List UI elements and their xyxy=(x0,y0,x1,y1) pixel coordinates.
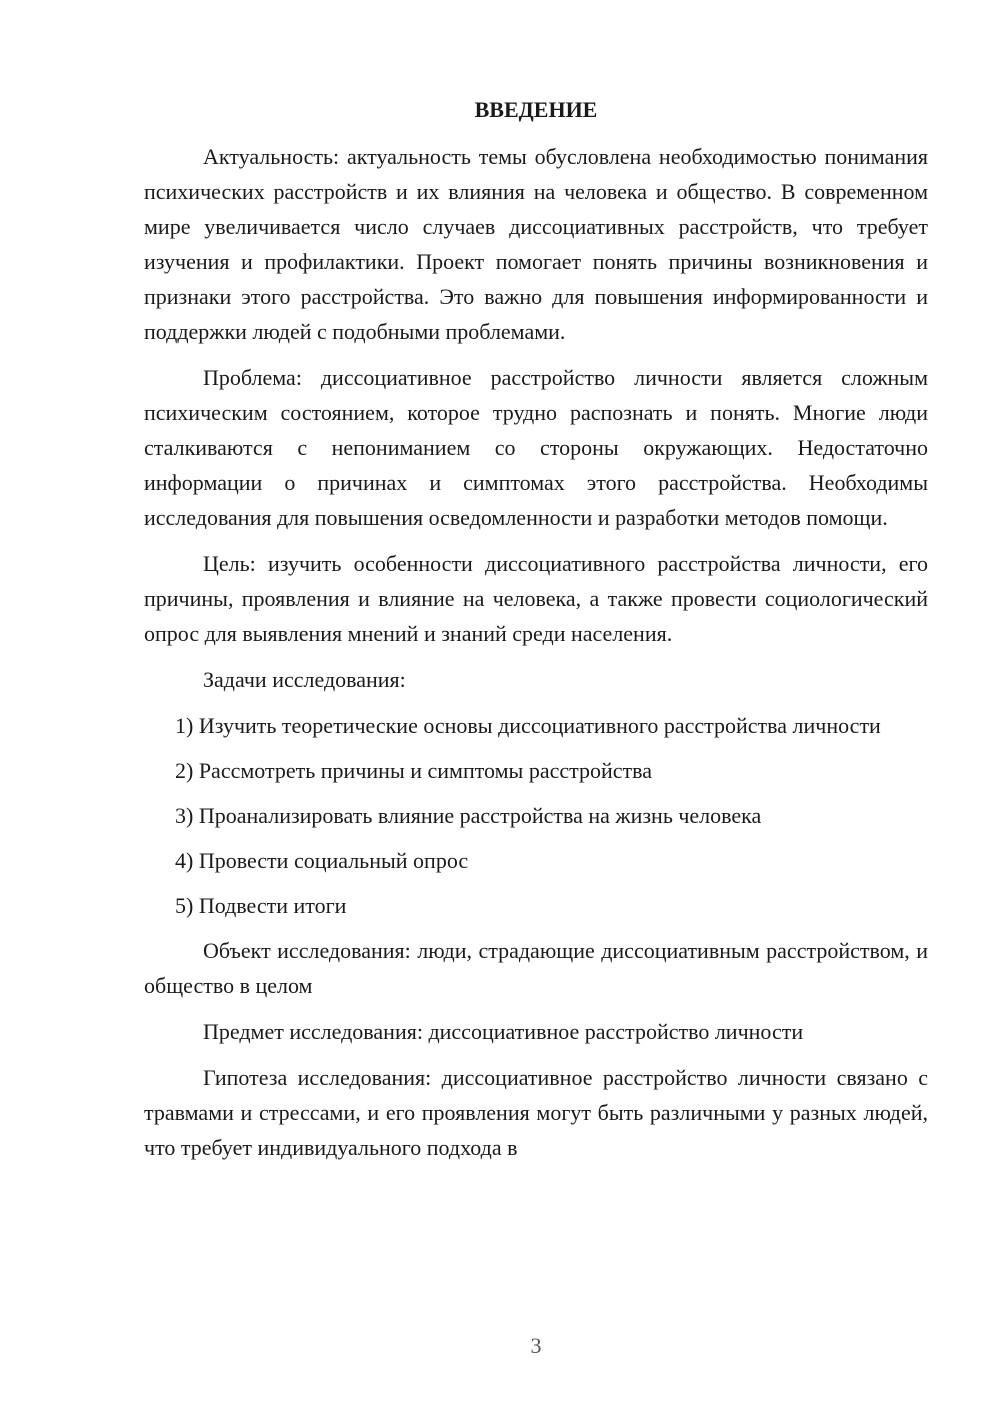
section-title: ВВЕДЕНИЕ xyxy=(474,97,598,122)
task-item-2: 2) Рассмотреть причины и симптомы расстройства xyxy=(175,758,653,783)
paragraph-subject: Предмет исследования: диссоциативное расстройство личности xyxy=(203,1019,804,1044)
paragraph-goal: Цель: изучить особенности диссоциативного расстройства личности, его причины, проявления и влияние на человека, а также провести социологический опрос для выявления мнений и знаний среди населения. xyxy=(144,551,928,646)
paragraph-object: Объект исследования: люди, страдающие диссоциативным расстройством, и общество в целом xyxy=(144,938,928,998)
page-number: 3 xyxy=(530,1333,542,1358)
task-item-4: 4) Провести социальный опрос xyxy=(175,848,469,873)
paragraph-hypothesis: Гипотеза исследования: диссоциативное расстройство личности связано с травмами и стрессами, и его проявления могут быть различными у разных людей, что требует индивидуального подхода в xyxy=(144,1065,928,1160)
task-item-5: 5) Подвести итоги xyxy=(175,893,347,918)
task-item-3: 3) Проанализировать влияние расстройства на жизнь человека xyxy=(175,803,762,828)
document-page xyxy=(144,92,928,1176)
paragraph-relevance: Актуальность: актуальность темы обусловлена необходимостью понимания психических расстройств и их влияния на человека и общество. В современном мире увеличивается число случаев диссоциативных расстройств, что требует изучения и профилактики. Проект помогает понять причины возникновения и признаки этого расстройства. Это важно для повышения информированности и поддержки людей с подобными проблемами. xyxy=(144,144,928,344)
task-item-1: 1) Изучить теоретические основы диссоциативного расстройства личности xyxy=(175,713,881,738)
tasks-heading: Задачи исследования: xyxy=(203,667,406,692)
paragraph-problem: Проблема: диссоциативное расстройство личности является сложным психическим состоянием, которое трудно распознать и понять. Многие люди сталкиваются с непониманием со стороны окружающих. Недостаточно информации о причинах и симптомах этого расстройства. Необходимы исследования для повышения осведомленности и разработки методов помощи. xyxy=(144,365,928,530)
